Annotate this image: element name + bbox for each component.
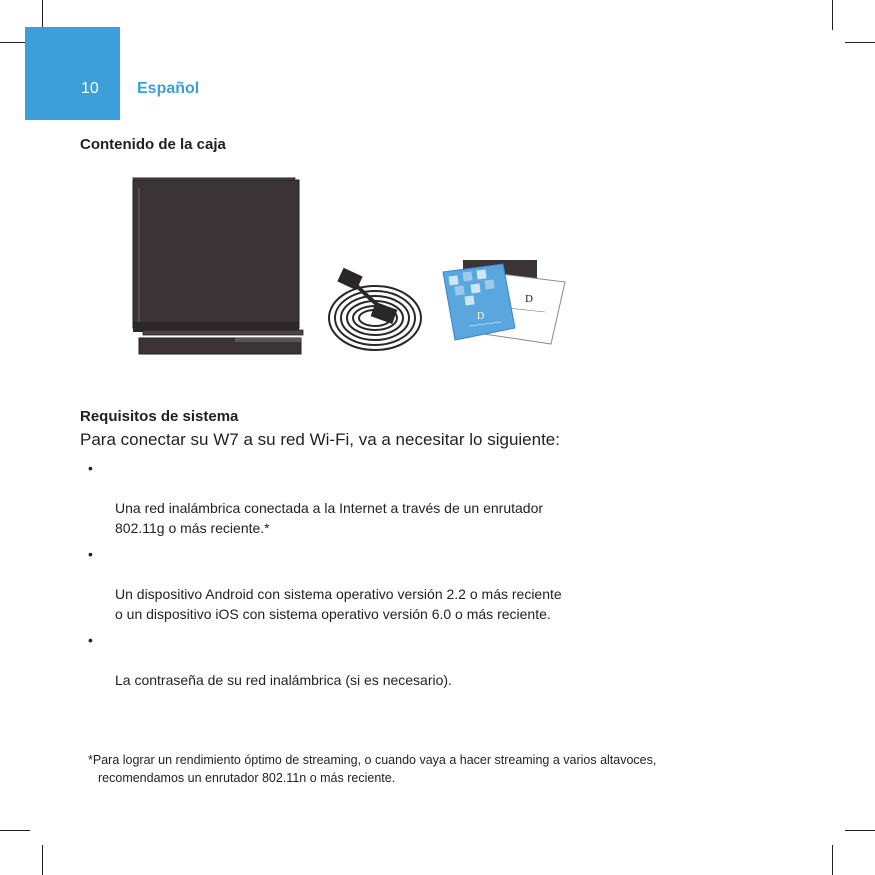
quick-start-guides-image [443,260,565,344]
footnote [88,751,656,787]
crop-mark [42,0,43,30]
svg-text:D: D [525,293,533,305]
crop-mark [845,830,875,831]
list-item-text: La contraseña de su red inalámbrica (si es necesario). [115,672,452,688]
list-item [88,544,562,624]
svg-text:D: D [477,311,485,322]
footnote-line: *Para lograr un rendimiento óptimo de streaming, o cuando vaya a hacer streaming a varios altavoces, [88,753,657,767]
box-contents-heading: Contenido de la caja [80,136,226,153]
bullet: • [88,546,93,562]
list-item-text: Un dispositivo Android con sistema operativo versión 2.2 o más reciente o un dispositivo iOS con sistema operativo versión 6.0 o más reciente. [115,586,562,622]
crop-mark [832,845,833,875]
page-number: 10 [81,80,99,97]
crop-mark [0,830,30,831]
bullet: • [88,460,93,476]
crop-mark [845,42,875,43]
list-item-text: Una red inalámbrica conectada a la Internet a través de un enrutador 802.11g o más reciente.* [115,500,544,536]
box-contents-illustration [125,172,575,362]
requirements-heading: Requisitos de sistema [80,408,239,425]
list-item [88,458,562,538]
cable-image [329,268,421,350]
crop-mark [42,845,43,875]
bullet: • [88,632,93,648]
page-tab [25,27,120,120]
language-label: Español [137,80,200,97]
crop-mark [832,0,833,30]
footnote-line: recomendamos un enrutador 802.11n o más reciente. [98,771,396,785]
list-item [88,630,562,690]
speaker-image [133,178,303,354]
requirements-intro: Para conectar su W7 a su red Wi-Fi, va a necesitar lo siguiente: [80,430,560,449]
requirements-list [88,458,562,696]
